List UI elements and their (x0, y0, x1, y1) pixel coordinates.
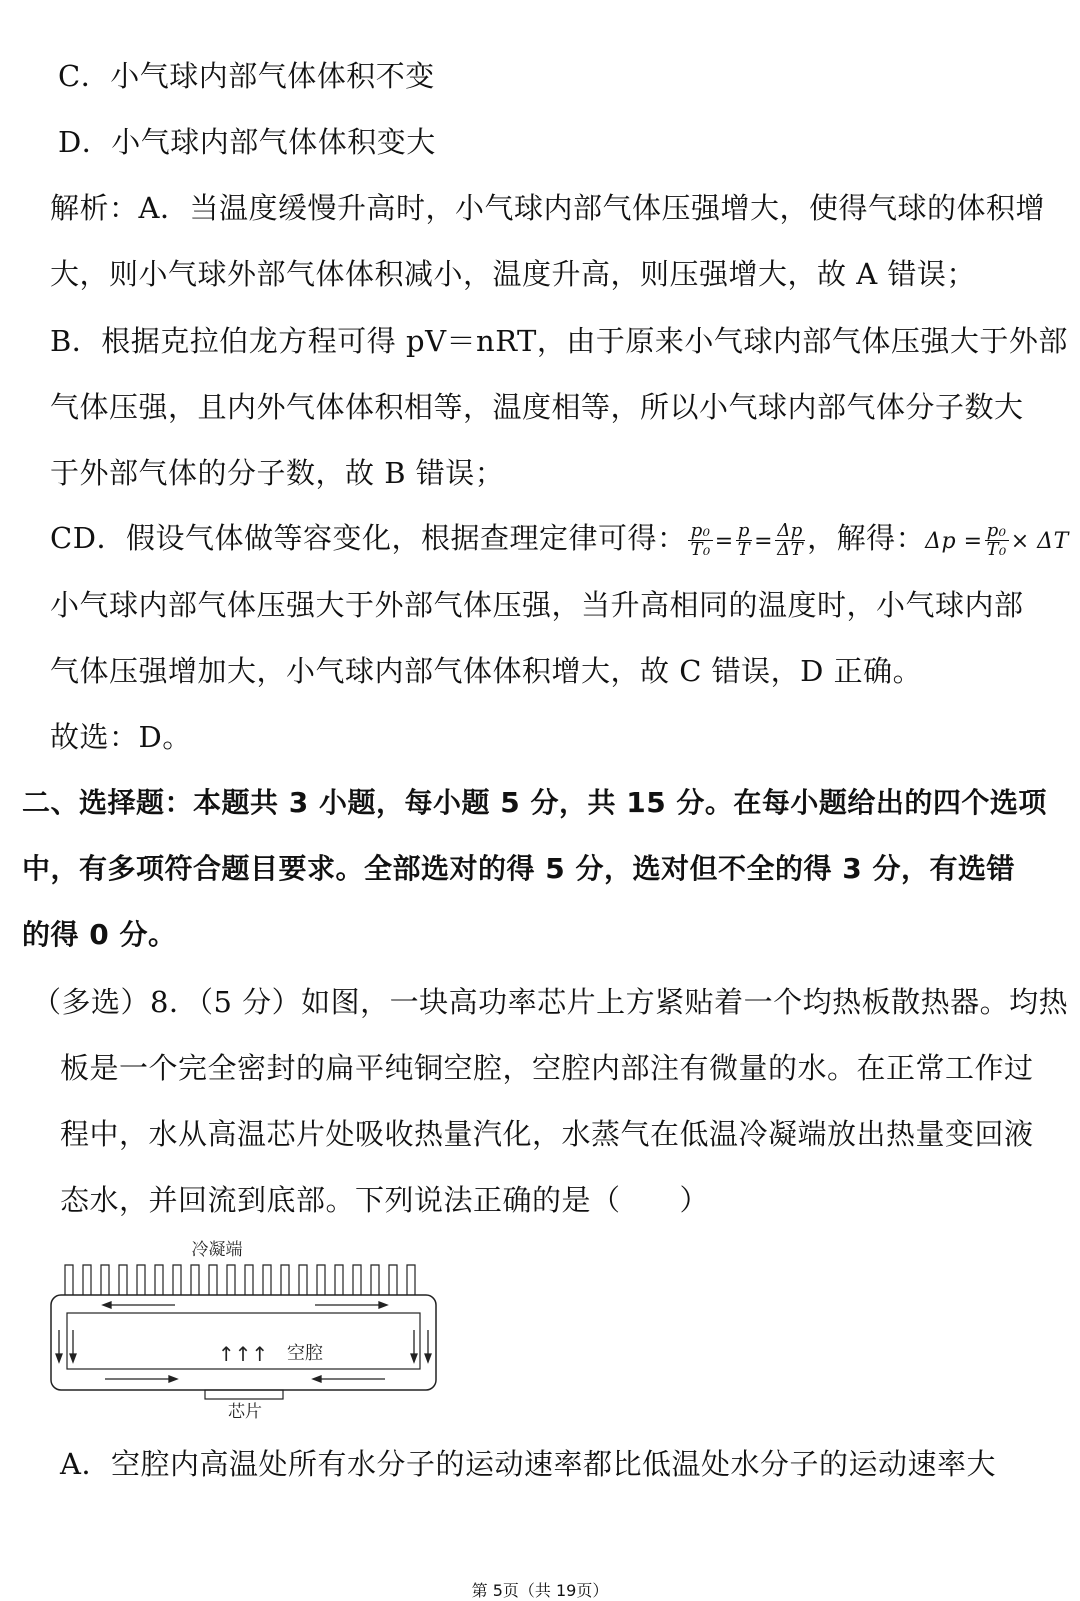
option-c: C．小气球内部气体体积不变 (58, 59, 435, 93)
frac-numerator: p₀ (985, 522, 1009, 541)
frac-numerator: p₀ (688, 522, 712, 541)
question-8-line-4: 态水，并回流到底部。下列说法正确的是（ ） (60, 1183, 710, 1217)
formula-times-delta-t: × ΔT (1010, 529, 1069, 554)
formula-frac-p-t (736, 519, 753, 560)
frac-denominator: ΔT (777, 538, 804, 560)
label-cavity: 空腔 (287, 1343, 323, 1364)
section-heading-line-2: 中，有多项符合题目要求。全部选对的得 5 分，选对但不全的得 3 分，有选错 (22, 852, 1015, 885)
formula-frac-p0-t0 (688, 519, 712, 560)
analysis-line-3: B．根据克拉伯龙方程可得 pV＝nRT，由于原来小气球内部气体压强大于外部 (50, 324, 1068, 358)
answer-line: 故选：D。 (50, 720, 192, 754)
frac-denominator: T (737, 538, 751, 560)
analysis-line-2: 大，则小气球外部气体体积减小，温度升高，则压强增大，故 A 错误； (50, 257, 976, 291)
frac-denominator: T₀ (986, 538, 1007, 560)
analysis-line-5: 于外部气体的分子数，故 B 错误； (50, 456, 505, 490)
frac-numerator: Δp (775, 522, 805, 541)
analysis-line-7: 小气球内部气体压强大于外部气体压强，当升高相同的温度时，小气球内部 (50, 588, 1024, 622)
heat-sink-fins (65, 1265, 415, 1295)
analysis-line-8: 气体压强增加大，小气球内部气体体积增大，故 C 错误，D 正确。 (50, 654, 923, 688)
label-chip: 芯片 (228, 1402, 262, 1420)
formula-frac-p0-t0-2 (985, 519, 1009, 560)
formula-delta-p: Δp = (925, 529, 983, 554)
chip-block (205, 1390, 283, 1399)
question-8-line-2: 板是一个完全密封的扁平纯铜空腔，空腔内部注有微量的水。在正常工作过 (60, 1051, 1034, 1085)
analysis-line-6 (50, 518, 1069, 562)
question-8-option-a: A．空腔内高温处所有水分子的运动速率都比低温处水分子的运动速率大 (60, 1447, 996, 1481)
section-heading-line-3: 的得 0 分。 (22, 918, 177, 951)
section-heading-line-1: 二、选择题：本题共 3 小题，每小题 5 分，共 15 分。在每小题给出的四个选项 (22, 786, 1047, 819)
option-d: D．小气球内部气体体积变大 (58, 125, 436, 159)
analysis-line-4: 气体压强，且内外气体体积相等，温度相等，所以小气球内部气体分子数大 (50, 390, 1024, 424)
question-8-line-1: （多选）8．（5 分）如图，一块高功率芯片上方紧贴着一个均热板散热器。均热 (32, 985, 1069, 1019)
formula-frac-dp-dt (775, 519, 805, 560)
formula-equals: = (714, 529, 734, 554)
page-footer: 第 5页（共 19页） (471, 1581, 609, 1600)
analysis-line-1: 解析：A．当温度缓慢升高时，小气球内部气体压强增大，使得气球的体积增 (50, 191, 1045, 225)
label-condenser: 冷凝端 (191, 1240, 243, 1260)
question-8-line-3: 程中，水从高温芯片处吸收热量汽化，水蒸气在低温冷凝端放出热量变回液 (60, 1117, 1034, 1151)
analysis-line-6-text: CD．假设气体做等容变化，根据查理定律可得： (50, 521, 687, 555)
vapor-chamber-diagram (45, 1235, 445, 1420)
frac-numerator: p (736, 522, 753, 541)
formula-equals: = (754, 529, 774, 554)
frac-denominator: T₀ (690, 538, 711, 560)
solve-label: ，解得： (807, 521, 926, 555)
up-arrows: ↑↑↑ (217, 1342, 269, 1366)
